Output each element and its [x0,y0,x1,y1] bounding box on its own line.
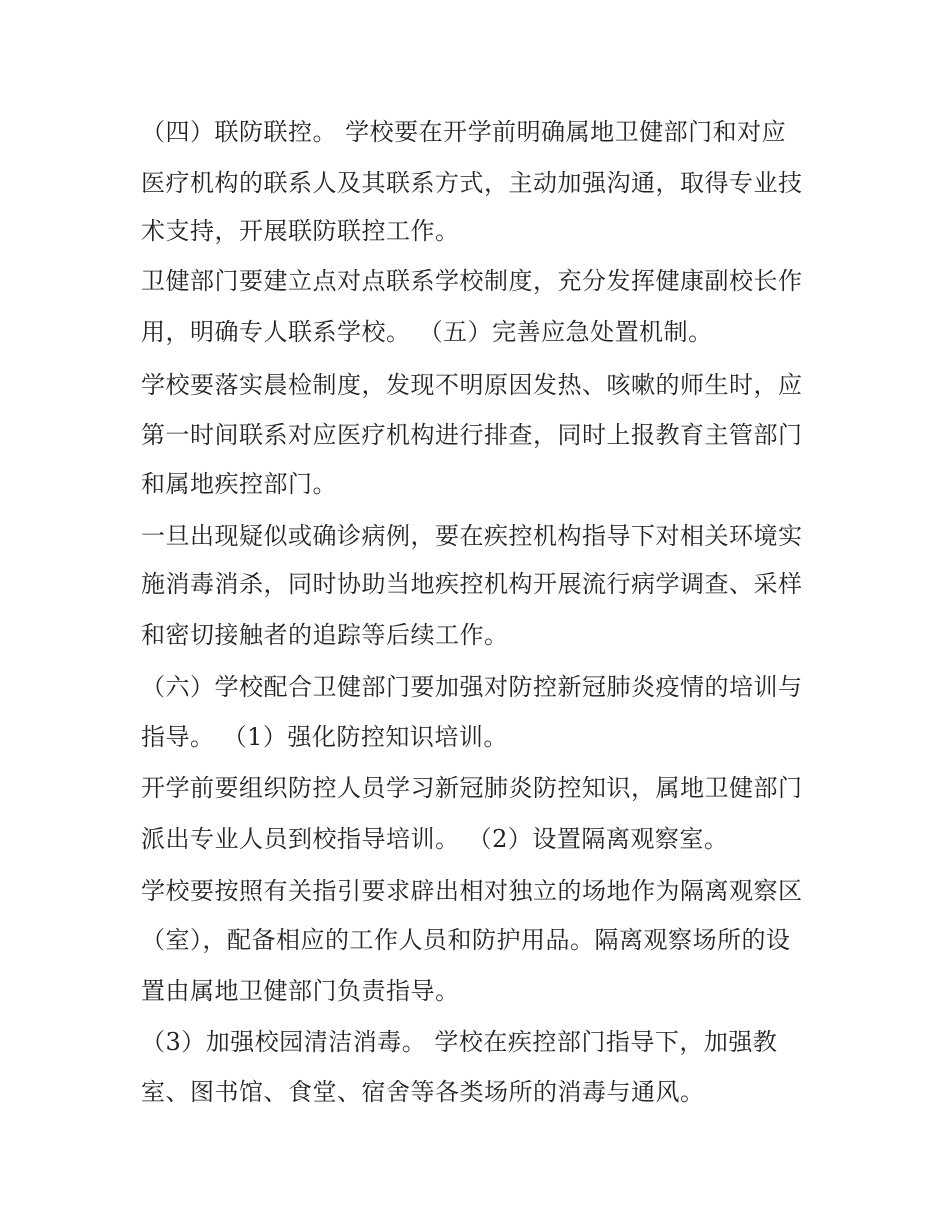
text-line: （六）学校配合卫健部门要加强对防控新冠肺炎疫情的培训与 [141,673,803,701]
text-line: 室、图书馆、食堂、宿舍等各类场所的消毒与通风。 [141,1078,705,1106]
text-line: 派出专业人员到校指导培训。 （2）设置隔离观察室。 [141,825,729,853]
text-line: 学校要按照有关指引要求辟出相对独立的场地作为隔离观察区 [141,877,803,905]
text-line: 和属地疾控部门。 [141,470,337,498]
text-line: （室），配备相应的工作人员和防护用品。隔离观察场所的设 [141,926,791,954]
text-line: 卫健部门要建立点对点联系学校制度，充分发挥健康副校长作 [141,267,803,295]
text-line: 医疗机构的联系人及其联系方式，主动加强沟通，取得专业技 [141,169,803,197]
text-line: 一旦出现疑似或确诊病例，要在疾控机构指导下对相关环境实 [141,522,803,550]
text-line: 置由属地卫健部门负责指导。 [141,977,460,1005]
text-line: 术支持，开展联防联控工作。 [141,217,460,245]
text-line: （四）联防联控。 学校要在开学前明确属地卫健部门和对应 [141,118,787,146]
text-line: 开学前要组织防控人员学习新冠肺炎防控知识，属地卫健部门 [141,774,803,802]
text-line: （3）加强校园清洁消毒。 学校在疾控部门指导下，加强教 [141,1028,778,1056]
text-line: 指导。 （1）强化防控知识培训。 [141,723,508,751]
text-line: 第一时间联系对应医疗机构进行排查，同时上报教育主管部门 [141,421,803,449]
text-line: 学校要落实晨检制度，发现不明原因发热、咳嗽的师生时，应 [141,371,803,399]
text-line: 用，明确专人联系学校。 （五）完善应急处置机制。 [141,318,713,346]
text-line: 施消毒消杀，同时协助当地疾控机构开展流行病学调查、采样 [141,570,803,598]
text-line: 和密切接触者的追踪等后续工作。 [141,621,509,649]
